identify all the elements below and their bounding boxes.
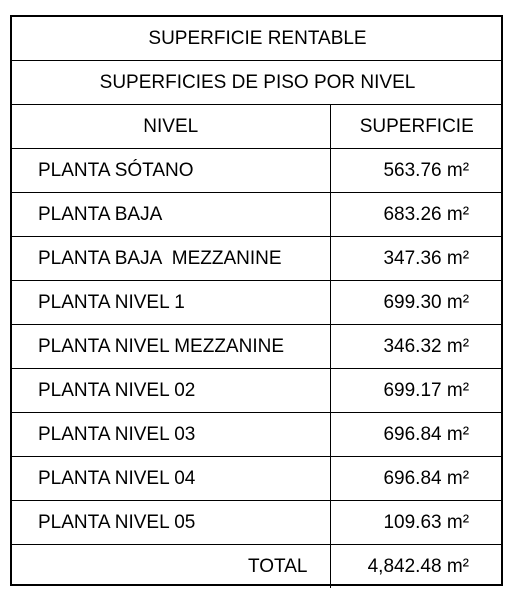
nivel-cell: PLANTA SÓTANO xyxy=(12,149,330,193)
nivel-cell: PLANTA NIVEL 04 xyxy=(12,457,330,501)
total-label: TOTAL xyxy=(12,545,330,589)
superficie-cell: 109.63 m² xyxy=(330,501,503,545)
header-row xyxy=(12,105,503,149)
nivel-cell: PLANTA BAJA MEZZANINE xyxy=(12,237,330,281)
area-table-container xyxy=(10,15,503,586)
table-row xyxy=(12,325,503,369)
subtitle-row xyxy=(12,61,503,105)
table-row xyxy=(12,369,503,413)
table-title: SUPERFICIE RENTABLE xyxy=(12,17,503,61)
title-row xyxy=(12,17,503,61)
area-table xyxy=(12,17,503,588)
nivel-cell: PLANTA NIVEL 02 xyxy=(12,369,330,413)
nivel-cell: PLANTA BAJA xyxy=(12,193,330,237)
table-row xyxy=(12,193,503,237)
nivel-cell: PLANTA NIVEL 03 xyxy=(12,413,330,457)
superficie-cell: 696.84 m² xyxy=(330,413,503,457)
superficie-cell: 696.84 m² xyxy=(330,457,503,501)
table-row xyxy=(12,281,503,325)
superficie-cell: 699.30 m² xyxy=(330,281,503,325)
nivel-cell: PLANTA NIVEL 1 xyxy=(12,281,330,325)
table-row xyxy=(12,413,503,457)
header-nivel: NIVEL xyxy=(12,105,330,149)
total-value: 4,842.48 m² xyxy=(330,545,503,589)
table-row xyxy=(12,457,503,501)
nivel-cell: PLANTA NIVEL 05 xyxy=(12,501,330,545)
nivel-cell: PLANTA NIVEL MEZZANINE xyxy=(12,325,330,369)
header-superficie: SUPERFICIE xyxy=(330,105,503,149)
superficie-cell: 346.32 m² xyxy=(330,325,503,369)
superficie-cell: 347.36 m² xyxy=(330,237,503,281)
superficie-cell: 563.76 m² xyxy=(330,149,503,193)
superficie-cell: 699.17 m² xyxy=(330,369,503,413)
table-row xyxy=(12,501,503,545)
total-row xyxy=(12,545,503,589)
table-subtitle: SUPERFICIES DE PISO POR NIVEL xyxy=(12,61,503,105)
table-row xyxy=(12,237,503,281)
superficie-cell: 683.26 m² xyxy=(330,193,503,237)
table-row xyxy=(12,149,503,193)
